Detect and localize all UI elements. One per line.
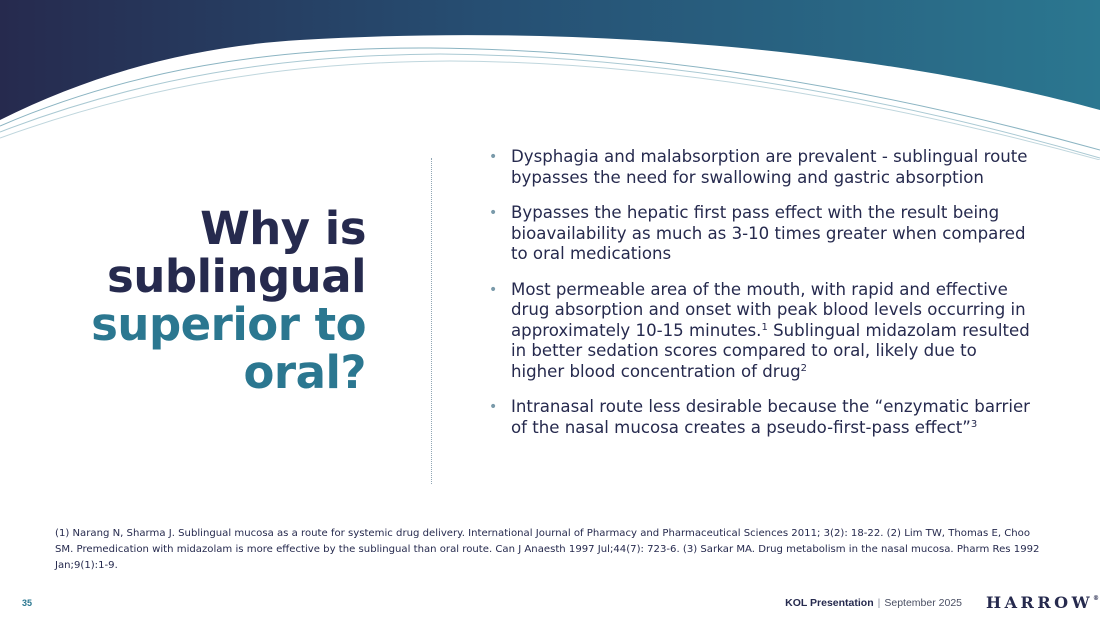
bullet-text-continued: Sublingual midazolam resulted in better sedation scores compared to oral, likely due to higher blood concentration of drug: [511, 320, 1030, 381]
references-footnote: (1) Narang N, Sharma J. Sublingual mucosa as a route for systemic drug delivery. International Journal of Pharmacy and Pharmaceutical Sciences 2011; 3(2): 18-22. (2) Lim TW, Thomas E, Choo SM. Premedication with midazolam is more effective by the sublingual than oral route. Can J Anaesth 1997 Jul;44(7): 723-6. (3) Sarkar MA. Drug metabolism in the nasal mucosa. Pharm Res 1992 Jan;9(1):1-9.: [55, 528, 1040, 571]
title-line-2: sublingual: [107, 250, 366, 303]
bullet-item: [489, 203, 1034, 265]
citation-superscript: 1: [761, 321, 768, 333]
bullet-text: Intranasal route less desirable because the “enzymatic barrier of the nasal mucosa creates a pseudo-first-pass effect”: [511, 397, 1030, 437]
bullet-dot-icon: •: [489, 399, 498, 415]
harrow-logo: [986, 593, 1099, 612]
vertical-divider: [431, 158, 432, 484]
title-line-3: superior to: [91, 298, 366, 351]
citation-superscript: 3: [970, 418, 978, 430]
bullet-item: [489, 147, 1034, 188]
bullet-dot-icon: •: [489, 205, 498, 221]
bullet-text: Bypasses the hepatic first pass effect with the result being bioavailability as much as 3-10 times greater when compared to oral medications: [511, 203, 1026, 263]
bullet-text: Most permeable area of the mouth, with rapid and effective drug absorption and onset with peak blood levels occurring in approximately 10-15 minutes.: [511, 279, 1026, 340]
footer-separator: |: [877, 597, 881, 609]
logo-wordmark: HARROW: [986, 593, 1094, 612]
bullet-item: [489, 397, 1034, 438]
bullet-text: Dysphagia and malabsorption are prevalent - sublingual route bypasses the need for swallowing and gastric absorption: [511, 147, 1028, 187]
title-line-1: Why is: [200, 202, 366, 255]
citation-superscript: 2: [800, 362, 807, 374]
presentation-date: September 2025: [884, 597, 962, 609]
bullet-dot-icon: •: [489, 281, 498, 298]
slide-title: [60, 202, 366, 399]
footer-label: [785, 597, 962, 609]
title-line-4: oral?: [243, 346, 366, 399]
page-number: 35: [22, 598, 33, 608]
bullet-item: [489, 280, 1034, 383]
bullet-dot-icon: •: [489, 149, 498, 165]
banner-shape: [0, 0, 1100, 120]
header-banner: [0, 0, 1100, 160]
presentation-name: KOL Presentation: [785, 597, 874, 609]
registered-mark: ®: [1093, 595, 1100, 602]
bullet-list: [489, 147, 1034, 453]
